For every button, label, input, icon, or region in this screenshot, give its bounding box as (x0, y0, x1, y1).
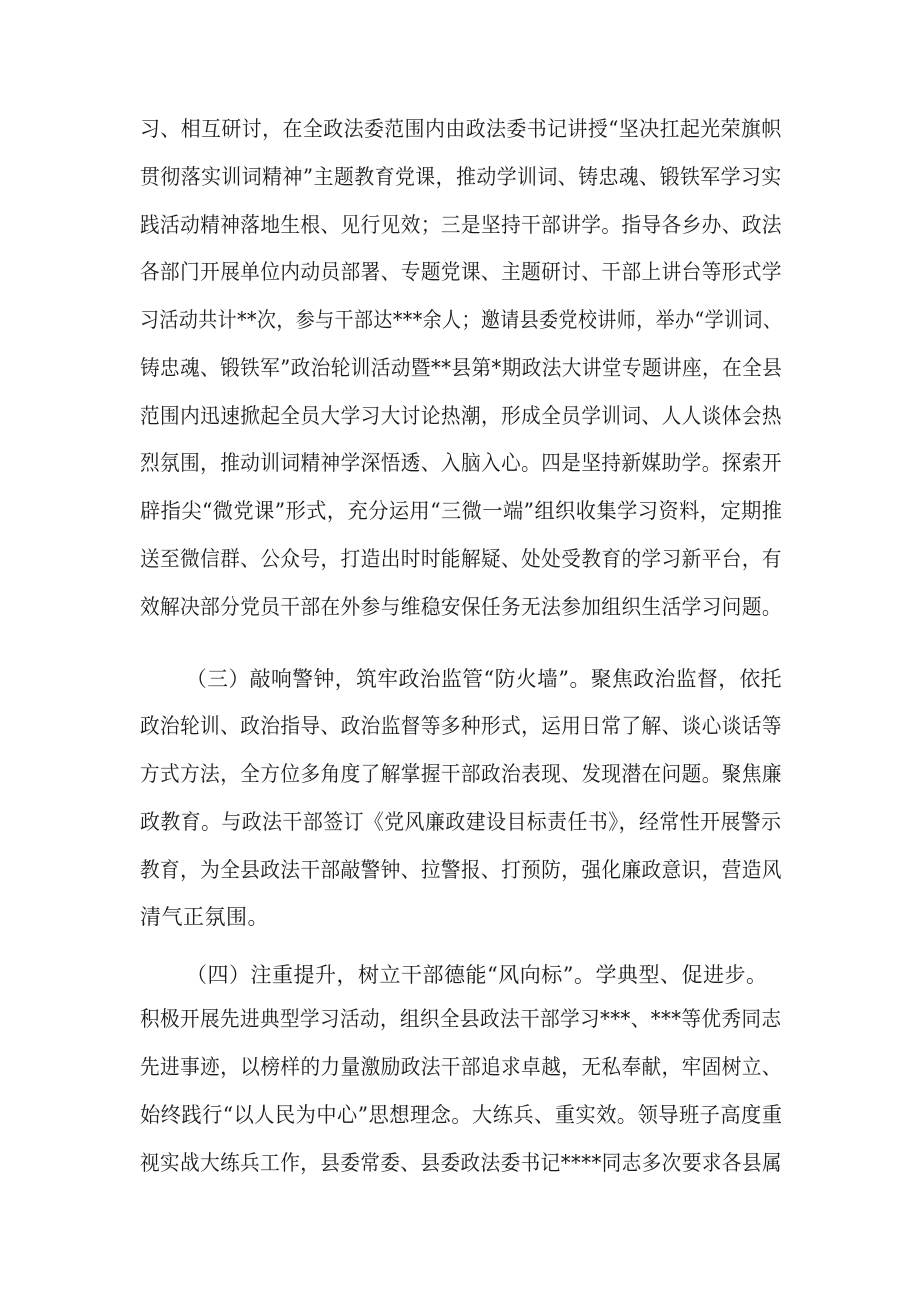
section-heading-line: （四）注重提升，树立干部德能“风向标”。学典型、促进步。 (186, 963, 768, 987)
text-line: 先进事迹，以榜样的力量激励政法干部追求卓越，无私奉献，牢固树立、 (140, 1055, 782, 1079)
text-line: 积极开展先进典型学习活动，组织全县政法干部学习***、***等优秀同志 (140, 1007, 782, 1031)
text-line: 方式方法，全方位多角度了解掌握干部政治表现、发现潜在问题。聚焦廉 (140, 762, 782, 786)
text-line: 铸忠魂、锻铁军”政治轮训活动暨**县第*期政法大讲堂专题讲座，在全县 (140, 356, 783, 380)
text-line: 政教育。与政法干部签订《党风廉政建设目标责任书》，经常性开展警示 (140, 810, 782, 834)
text-line: 习活动共计**次，参与干部达***余人；邀请县委党校讲师，举办“学训词、 (140, 308, 783, 332)
text-line: 清气正氛围。 (140, 905, 269, 929)
text-line: 效解决部分党员干部在外参与维稳安保任务无法参加组织生活学习问题。 (140, 595, 782, 619)
text-line: 送至微信群、公众号，打造出时时能解疑、处处受教育的学习新平台，有 (140, 547, 782, 571)
text-line: 视实战大练兵工作，县委常委、县委政法委书记****同志多次要求各县属 (140, 1151, 783, 1175)
text-line: 范围内迅速掀起全员大学习大讨论热潮，形成全员学训词、人人谈体会热 (140, 404, 782, 428)
text-line: 践活动精神落地生根、见行见效；三是坚持干部讲学。指导各乡办、政法 (140, 213, 782, 237)
text-line: 始终践行“以人民为中心”思想理念。大练兵、重实效。领导班子高度重 (140, 1103, 783, 1127)
text-line: 政治轮训、政治指导、政治监督等多种形式，运用日常了解、谈心谈话等 (140, 714, 782, 738)
text-line: 教育，为全县政法干部敲警钟、拉警报、打预防，强化廉政意识，营造风 (140, 858, 782, 882)
text-line: 习、相互研讨，在全政法委范围内由政法委书记讲授“坚决扛起光荣旗帜 (140, 117, 782, 141)
text-line: 贯彻落实训词精神”主题教育党课，推动学训词、铸忠魂、锻铁军学习实 (140, 165, 782, 189)
text-line: 各部门开展单位内动员部署、专题党课、主题研讨、干部上讲台等形式学 (140, 260, 782, 284)
text-line: 烈氛围，推动训词精神学深悟透、入脑入心。四是坚持新媒助学。探索开 (140, 451, 782, 475)
text-line: 辟指尖“微党课”形式，充分运用“三微一端”组织收集学习资料，定期推 (140, 499, 783, 523)
section-heading-line: （三）敲响警钟，筑牢政治监管“防火墙”。聚焦政治监督，依托 (186, 667, 782, 691)
